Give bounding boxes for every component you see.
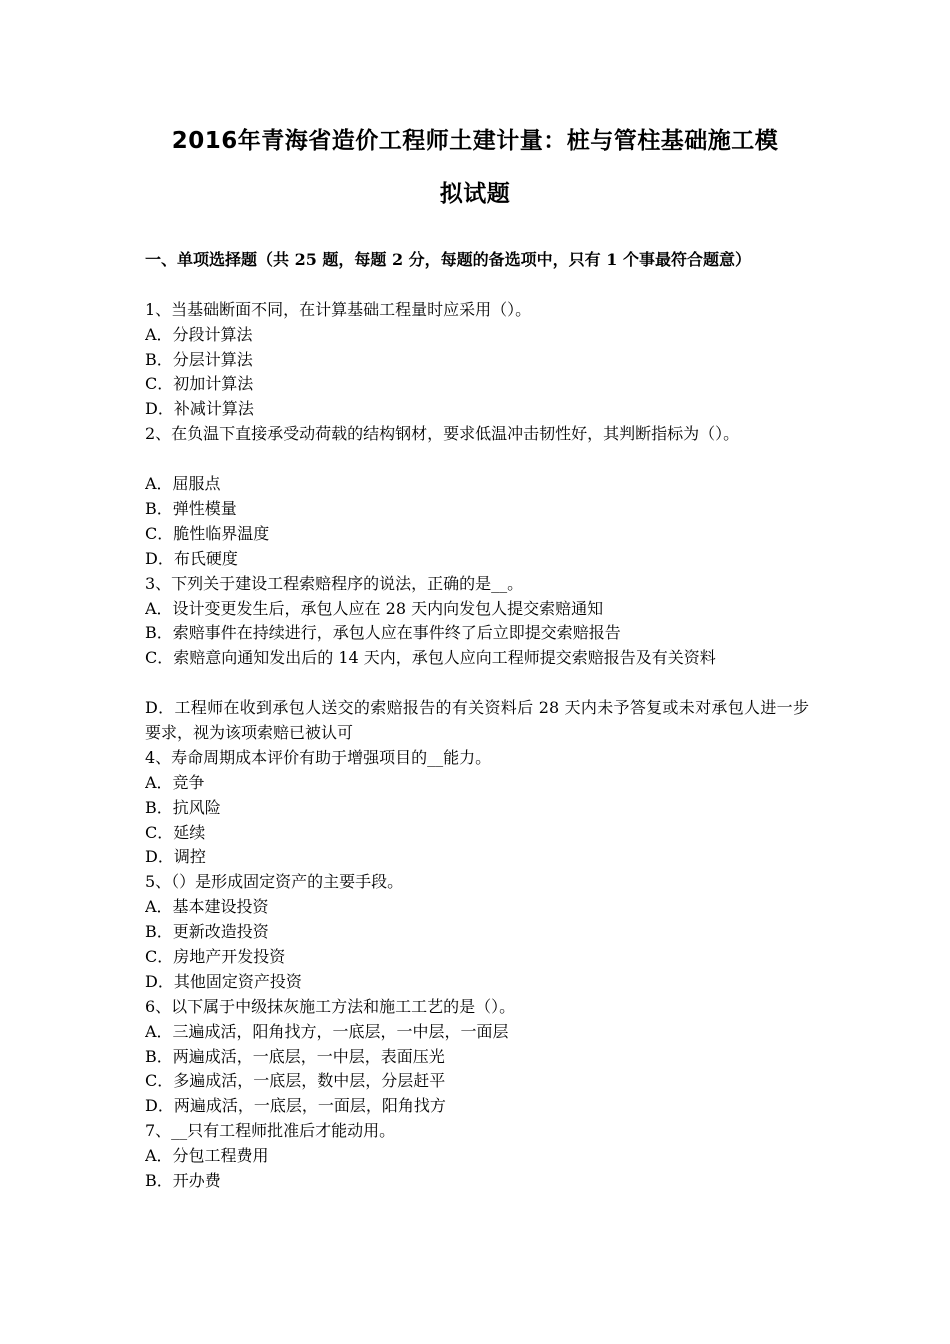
question-6-option-c: C．多遍成活，一底层，数中层，分层赶平 <box>145 1071 446 1091</box>
question-1-option-b: B．分层计算法 <box>145 349 253 369</box>
question-7-option-a: A．分包工程费用 <box>145 1146 269 1166</box>
question-3-option-d: D．工程师在收到承包人送交的索赔报告的有关资料后 28 天内未予答复或未对承包人进一步要求，视为该项索赔已被认可 <box>145 698 809 742</box>
question-7-option-b: B．开办费 <box>145 1171 221 1191</box>
document-title-line-1: 2016年青海省造价工程师土建计量：桩与管柱基础施工模 <box>171 128 779 154</box>
question-1-stem: 1、当基础断面不同，在计算基础工程量时应采用（）。 <box>145 299 532 319</box>
question-2-stem: 2、在负温下直接承受动荷载的结构钢材，要求低温冲击韧性好，其判断指标为（）。 <box>145 424 740 444</box>
document-title-line-2: 拟试题 <box>439 181 511 207</box>
question-6-stem: 6、以下属于中级抹灰施工方法和施工工艺的是（）。 <box>145 996 516 1016</box>
question-3-option-a: A．设计变更发生后，承包人应在 28 天内向发包人提交索赔通知 <box>145 598 604 618</box>
question-1-option-c: C．初加计算法 <box>145 374 254 394</box>
question-4-option-c: C．延续 <box>145 822 206 842</box>
question-2-option-a: A．屈服点 <box>145 474 221 494</box>
question-5-option-a: A．基本建设投资 <box>145 897 269 917</box>
question-3-option-b: B．索赔事件在持续进行，承包人应在事件终了后立即提交索赔报告 <box>145 623 621 643</box>
question-6-option-d: D．两遍成活，一底层，一面层，阳角找方 <box>145 1096 446 1116</box>
question-4-option-a: A．竞争 <box>145 772 205 792</box>
question-7-stem: 7、__只有工程师批准后才能动用。 <box>145 1121 396 1141</box>
question-1-option-a: A．分段计算法 <box>145 324 253 344</box>
question-6-option-b: B．两遍成活，一底层，一中层，表面压光 <box>145 1046 445 1066</box>
question-5-option-d: D．其他固定资产投资 <box>145 971 302 991</box>
question-4-option-d: D．调控 <box>145 847 206 867</box>
question-5-option-b: B．更新改造投资 <box>145 922 269 942</box>
section-heading: 一、单项选择题（共 25 题，每题 2 分，每题的备选项中，只有 1 个事最符合题意） <box>145 250 751 269</box>
question-5-stem: 5、（）是形成固定资产的主要手段。 <box>145 872 404 892</box>
question-5-option-c: C．房地产开发投资 <box>145 947 286 966</box>
question-3-stem: 3、下列关于建设工程索赔程序的说法，正确的是__。 <box>145 573 524 593</box>
question-3-option-c: C．索赔意向通知发出后的 14 天内，承包人应向工程师提交索赔报告及有关资料 <box>145 648 716 668</box>
question-6-option-a: A．三遍成活，阳角找方，一底层，一中层，一面层 <box>145 1021 509 1041</box>
question-4-stem: 4、寿命周期成本评价有助于增强项目的__能力。 <box>145 747 492 767</box>
question-2-option-d: D．布氏硬度 <box>145 548 238 568</box>
question-2-option-c: C．脆性临界温度 <box>145 523 270 543</box>
question-2-option-b: B．弹性模量 <box>145 498 237 518</box>
question-4-option-b: B．抗风险 <box>145 797 221 817</box>
document-body <box>145 248 809 1194</box>
question-1-option-d: D．补减计算法 <box>145 399 254 419</box>
